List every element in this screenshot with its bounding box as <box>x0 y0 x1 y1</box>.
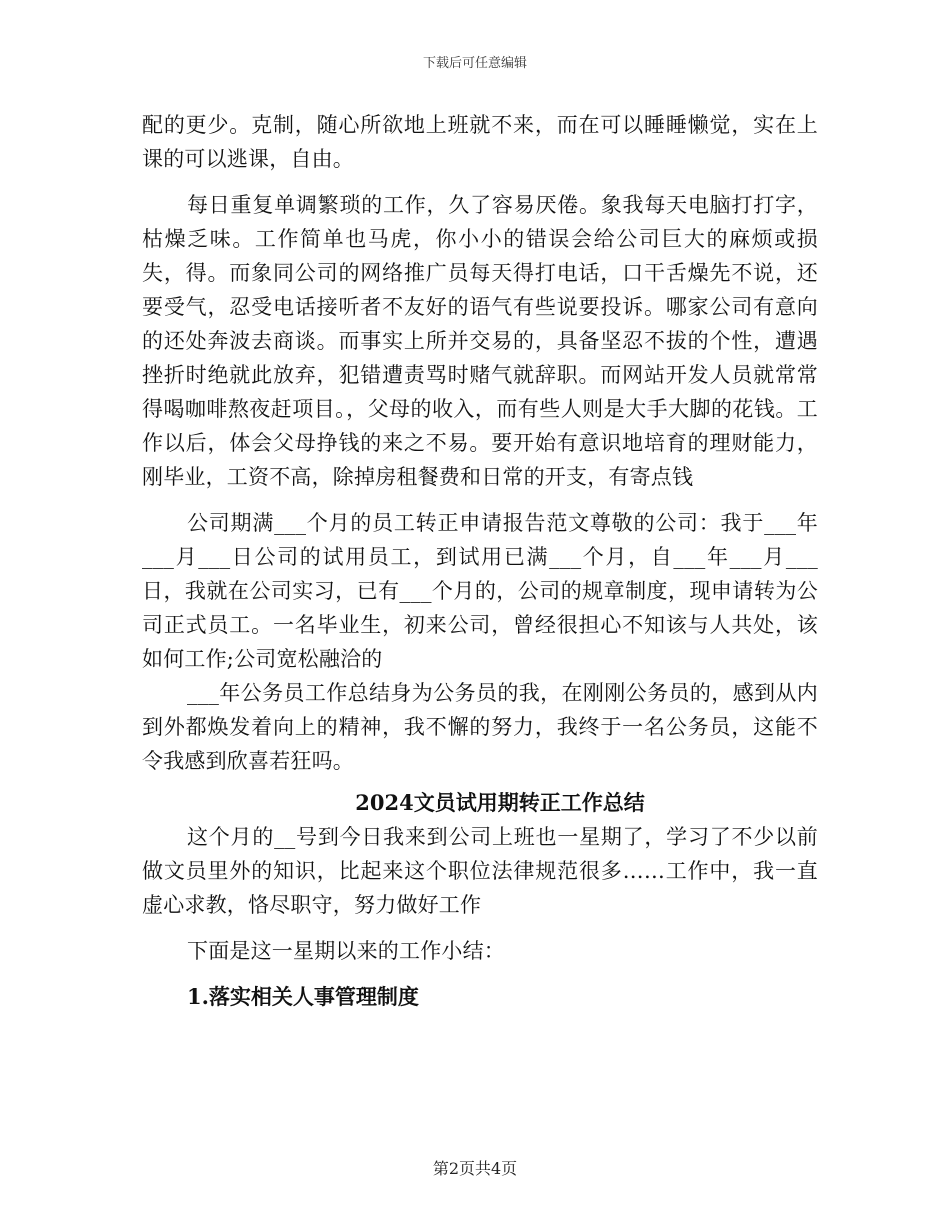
page-header: 下载后可任意编辑 <box>422 56 527 71</box>
section-heading: 1.落实相关人事管理制度 <box>187 984 419 1009</box>
page-footer: 第2页共4页 <box>432 1159 518 1178</box>
document-title: 2024文员试用期转正工作总结 <box>355 790 645 815</box>
paragraph-1: 配的更少。克制，随心所欲地上班就不来，而在可以睡睡懒觉，实在上课的可以逃课，自由。 <box>142 113 818 171</box>
document-body <box>142 108 818 1014</box>
paragraph-3: 公司期满___个月的员工转正申请报告范文尊敬的公司：我于___年___月___日公司的试用员工，到试用已满___个月，自___年___月___日，我就在公司实习，已有___个月的，公司的规章制度，现申请转为公司正式员工。一名毕业生，初来公司，曾经很担心不知该与人共处，该如何工作;公司宽松融洽的 <box>142 511 818 671</box>
paragraph-2: 每日重复单调繁琐的工作，久了容易厌倦。象我每天电脑打打字，枯燥乏味。工作简单也马虎，你小小的错误会给公司巨大的麻烦或损失，得。而象同公司的网络推广员每天得打电话，口干舌燥先不说，还要受气，忍受电话接听者不友好的语气有些说要投诉。哪家公司有意向的还处奔波去商谈。而事实上所并交易的，具备坚忍不拔的个性，遭遇挫折时绝就此放弃，犯错遭责骂时赌气就辞职。而网站开发人员就常常得喝咖啡熬夜赶项目。，父母的收入，而有些人则是大手大脚的花钱。工作以后，体会父母挣钱的来之不易。要开始有意识地培育的理财能力，刚毕业，工资不高，除掉房租餐费和日常的开支，有寄点钱 <box>142 193 818 489</box>
paragraph-4: ___年公务员工作总结身为公务员的我，在刚刚公务员的，感到从内到外都焕发着向上的精神，我不懈的努力，我终于一名公务员，这能不令我感到欣喜若狂吗。 <box>142 681 818 773</box>
paragraph-5: 这个月的__号到今日我来到公司上班也一星期了，学习了不少以前做文员里外的知识，比起来这个职位法律规范很多……工作中，我一直虚心求教，恪尽职守，努力做好工作 <box>142 825 818 917</box>
paragraph-6: 下面是这一星期以来的工作小结： <box>187 939 505 963</box>
